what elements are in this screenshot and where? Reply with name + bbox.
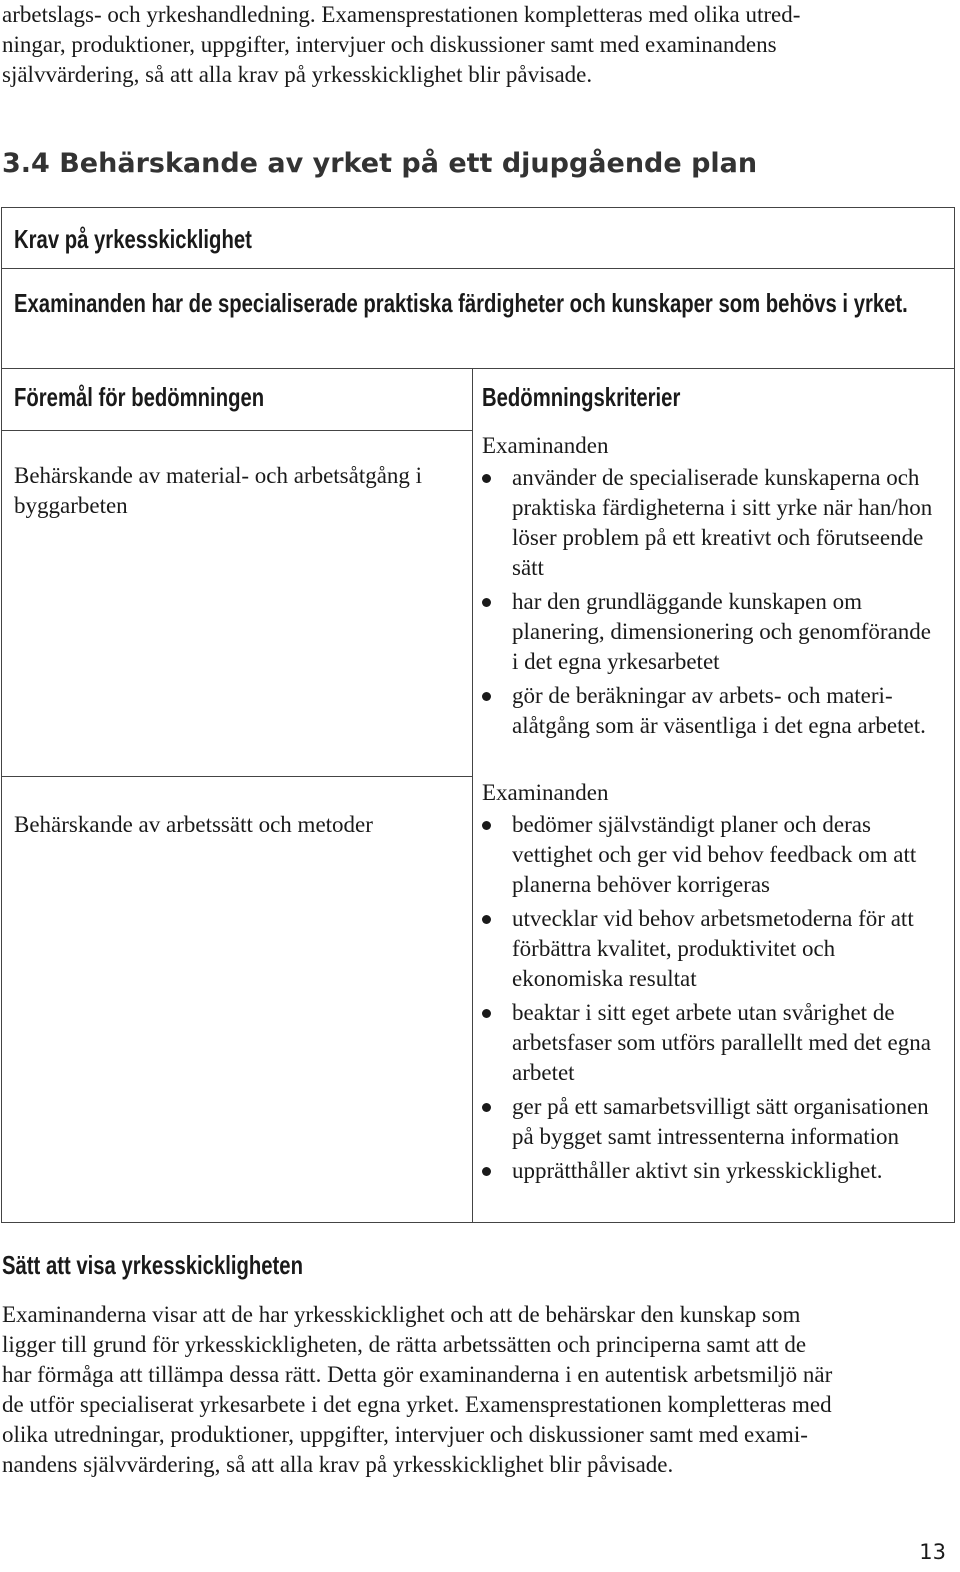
criteria-item: beaktar i sitt eget arbete utan svårighet de arbetsfaser som utförs parallellt med det egna arbetet [482, 998, 942, 1088]
criteria-table [1, 207, 955, 1223]
criteria-item: bedömer självständigt planer och deras vettighet och ger vid behov feedback om att planerna behöver korrigeras [482, 810, 942, 900]
divider [2, 430, 472, 431]
intro-line: ningar, produktioner, uppgifter, intervjuer och diskussioner samt med examinandens [2, 32, 777, 57]
bullet-icon [482, 474, 491, 483]
assessment-object: Behärskande av arbetssätt och metoder [14, 812, 373, 837]
intro-line: arbetslags- och yrkeshandledning. Examensprestationen kompletteras med olika utred- [2, 2, 801, 27]
col-heading-criteria: Bedömningskriterier [482, 382, 681, 412]
satt-heading: Sätt att visa yrkesskickligheten [2, 1250, 303, 1280]
criteria-cell [482, 778, 942, 1190]
bullet-icon [482, 821, 491, 830]
bullet-icon [482, 598, 491, 607]
criteria-lead: Examinanden [482, 433, 609, 458]
criteria-item: upprätthåller aktivt sin yrkesskicklighet. [482, 1156, 942, 1186]
bullet-icon [482, 1103, 491, 1112]
criteria-lead: Examinanden [482, 780, 609, 805]
krav-heading: Krav på yrkesskicklighet [14, 224, 252, 254]
intro-paragraph [2, 0, 952, 90]
col-heading-object: Föremål för bedömningen [14, 382, 265, 412]
section-title: 3.4 Behärskande av yrket på ett djupgående plan [2, 148, 758, 179]
criteria-item: använder de specialiserade kunskaperna och praktiska färdigheterna i sitt yrke när han/hon löser problem på ett kreativt och förutseende sätt [482, 463, 942, 583]
divider [2, 268, 954, 269]
satt-line: nandens självvärdering, så att alla krav på yrkesskicklighet blir påvisade. [2, 1452, 674, 1477]
satt-paragraph [2, 1300, 952, 1480]
criteria-item: ger på ett samarbetsvilligt sätt organisationen på bygget samt intressenterna information [482, 1092, 942, 1152]
criteria-cell [482, 431, 942, 745]
krav-text: Examinanden har de specialiserade praktiska färdigheter och kunskaper som behövs i yrket. [14, 288, 908, 318]
intro-line: självvärdering, så att alla krav på yrkesskicklighet blir påvisade. [2, 62, 593, 87]
satt-line: de utför specialiserat yrkesarbete i det egna yrket. Examensprestationen kompletteras med [2, 1392, 832, 1417]
assessment-object: Behärskande av material- och arbetsåtgång i byggarbeten [14, 463, 423, 518]
satt-line: ligger till grund för yrkesskickligheten, de rätta arbetssätten och principerna samt att de [2, 1332, 807, 1357]
divider [2, 776, 472, 777]
criteria-item: utvecklar vid behov arbetsmetoderna för att förbättra kvalitet, produktivitet och ekonomiska resultat [482, 904, 942, 994]
criteria-item: gör de beräkningar av arbets- och materialåtgång som är väsentliga i det egna arbetet. [482, 681, 942, 741]
divider [2, 368, 954, 369]
column-divider [472, 368, 473, 1222]
bullet-icon [482, 915, 491, 924]
satt-line: olika utredningar, produktioner, uppgifter, intervjuer och diskussioner samt med exami- [2, 1422, 808, 1447]
criteria-item: har den grundläggande kunskapen om planering, dimensionering och genomförande i det egna yrkesarbetet [482, 587, 942, 677]
bullet-icon [482, 1167, 491, 1176]
criteria-list [482, 810, 942, 1186]
page-number: 13 [919, 1540, 946, 1564]
criteria-list [482, 463, 942, 741]
satt-line: Examinanderna visar att de har yrkesskicklighet och att de behärskar den kunskap som [2, 1302, 801, 1327]
satt-line: har förmåga att tillämpa dessa rätt. Detta gör examinanderna i en autentisk arbetsmiljö när [2, 1362, 833, 1387]
bullet-icon [482, 1009, 491, 1018]
bullet-icon [482, 692, 491, 701]
